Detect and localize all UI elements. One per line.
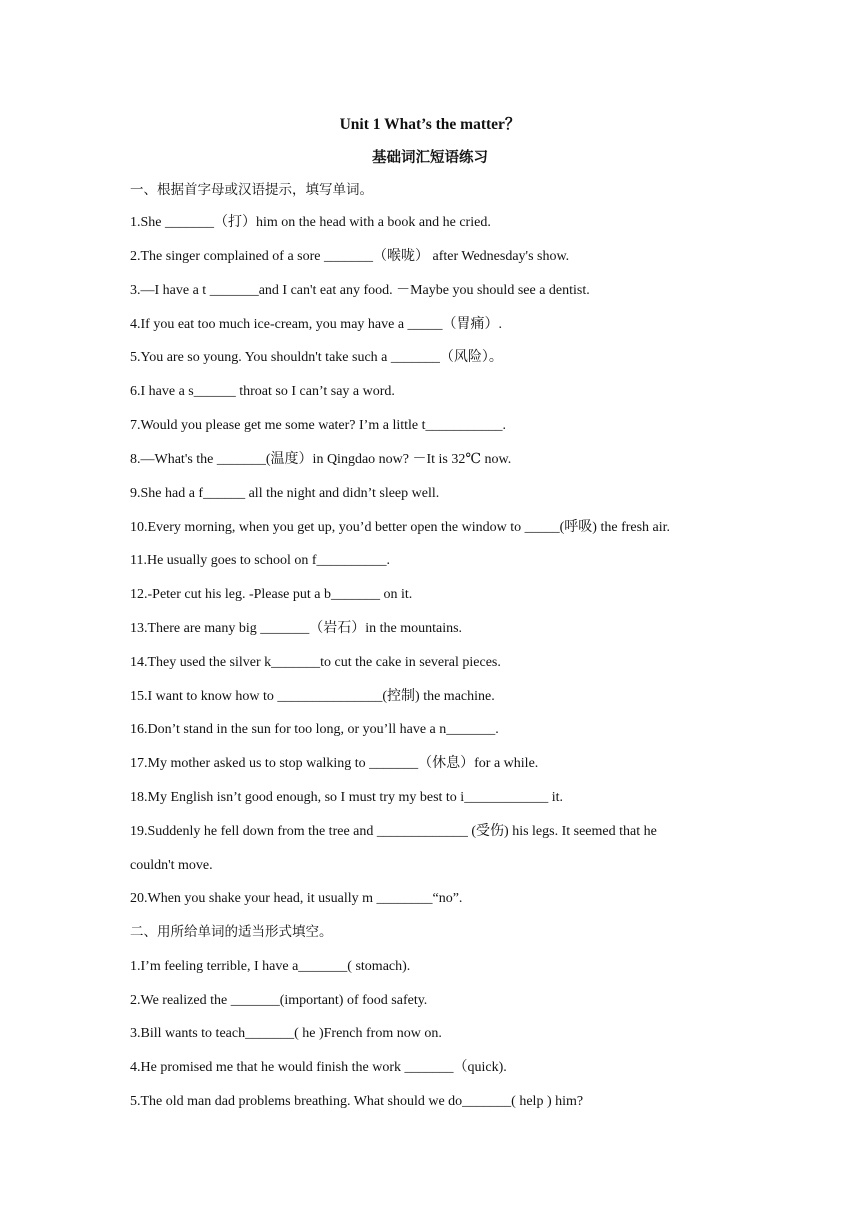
- exercise-item: 18.My English isn’t good enough, so I must try my best to i____________ it.: [130, 790, 563, 805]
- exercise-item: 11.He usually goes to school on f__________.: [130, 553, 391, 568]
- exercise-item: 8.—What's the _______(温度）in Qingdao now? －It is 32℃ now.: [130, 452, 512, 467]
- exercise-item: 16.Don’t stand in the sun for too long, or you’ll have a n_______.: [130, 722, 499, 737]
- section2-heading: 二、用所给单词的适当形式填空。: [130, 924, 333, 940]
- exercise-item-continuation: couldn't move.: [130, 858, 213, 873]
- exercise-item: 3.—I have a t _______and I can't eat any food. －Maybe you should see a dentist.: [130, 283, 590, 298]
- exercise-item: 2.We realized the _______(important) of food safety.: [130, 993, 428, 1008]
- exercise-item: 2.The singer complained of a sore _______（喉咙） after Wednesday's show.: [130, 249, 570, 264]
- exercise-item: 9.She had a f______ all the night and didn’t sleep well.: [130, 486, 440, 501]
- exercise-item: 4.He promised me that he would finish the work _______（quick).: [130, 1060, 507, 1075]
- exercise-item: 17.My mother asked us to stop walking to _______（休息）for a while.: [130, 756, 539, 771]
- exercise-item: 14.They used the silver k_______to cut the cake in several pieces.: [130, 655, 501, 670]
- exercise-item: 20.When you shake your head, it usually m ________“no”.: [130, 891, 463, 906]
- exercise-item: 15.I want to know how to _______________(控制) the machine.: [130, 689, 495, 704]
- exercise-item: 5.You are so young. You shouldn't take such a _______（风险）。: [130, 350, 503, 365]
- exercise-item: 5.The old man dad problems breathing. What should we do_______( help ) him?: [130, 1094, 584, 1109]
- worksheet-title: Unit 1 What’s the matter？: [339, 116, 521, 133]
- exercise-item: 1.I’m feeling terrible, I have a_______( stomach).: [130, 959, 411, 974]
- exercise-item: 12.-Peter cut his leg. -Please put a b_______ on it.: [130, 587, 413, 602]
- exercise-item: 7.Would you please get me some water? I’m a little t___________.: [130, 418, 507, 433]
- exercise-item: 3.Bill wants to teach_______( he )French from now on.: [130, 1026, 442, 1041]
- exercise-item: 4.If you eat too much ice-cream, you may have a _____（胃痛）.: [130, 317, 503, 332]
- section1-heading: 一、根据首字母或汉语提示，填写单词。: [130, 182, 373, 198]
- exercise-item: 13.There are many big _______（岩石）in the mountains.: [130, 621, 463, 636]
- exercise-item: 10.Every morning, when you get up, you’d better open the window to _____(呼吸) the fresh air.: [130, 520, 671, 535]
- exercise-item: 1.She _______（打）him on the head with a book and he cried.: [130, 215, 491, 230]
- exercise-item: 6.I have a s______ throat so I can’t say a word.: [130, 384, 395, 399]
- exercise-item: 19.Suddenly he fell down from the tree and _____________ (受伤) his legs. It seemed that he: [130, 824, 657, 839]
- worksheet-subtitle: 基础词汇短语练习: [372, 150, 488, 166]
